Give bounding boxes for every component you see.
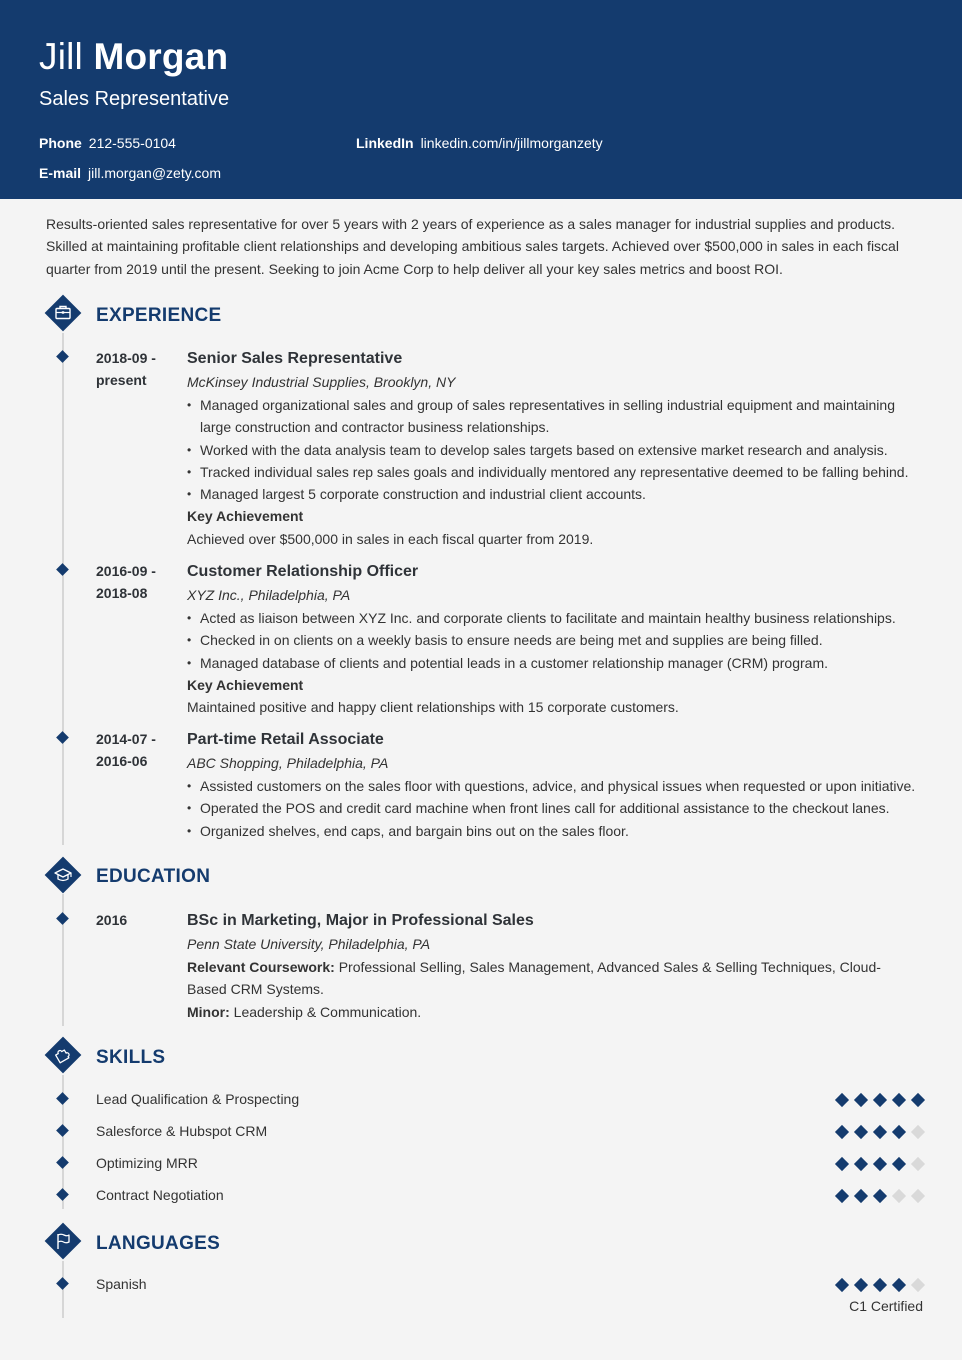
timeline-marker — [56, 350, 69, 363]
rating-diamond-empty — [911, 1125, 925, 1139]
key-achievement: Maintained positive and happy client relationships with 15 corporate customers. — [187, 699, 679, 716]
rating-diamond-filled — [835, 1278, 849, 1292]
job-date — [96, 560, 176, 604]
rating-diamond-filled — [835, 1157, 849, 1171]
phone-value[interactable]: 212-555-0104 — [88, 135, 176, 151]
resume-header — [0, 0, 962, 199]
job-company: ABC Shopping, Philadelphia, PA — [187, 755, 389, 771]
timeline-marker — [56, 912, 69, 925]
coursework — [187, 956, 917, 1001]
timeline-marker — [56, 563, 69, 576]
job-date-end: 2016-06 — [96, 753, 148, 769]
contact-phone — [39, 134, 176, 152]
job-role: Customer Relationship Officer — [187, 563, 419, 580]
language-level: C1 Certified — [849, 1298, 923, 1314]
job-date-end: present — [96, 372, 147, 388]
rating-diamond-filled — [854, 1125, 868, 1139]
skill-name: Contract Negotiation — [96, 1187, 224, 1203]
contact-linkedin — [356, 134, 603, 152]
rating-diamond-filled — [892, 1093, 906, 1107]
contact-email — [39, 164, 221, 182]
rating-diamond-empty — [911, 1189, 925, 1203]
degree-title: BSc in Marketing, Major in Professional Sales — [187, 912, 534, 929]
puzzle-icon — [44, 1036, 82, 1074]
job-bullet: • Organized shelves, end caps, and bargain bins out on the sales floor. — [187, 820, 917, 842]
minor-text: Leadership & Communication. — [233, 1003, 422, 1020]
job-bullet: • Managed database of clients and potential leads in a customer relationship manager (CRM) program. — [187, 652, 917, 674]
job-bullet: • Operated the POS and credit card machine when front lines call for additional assistance to the checkout lanes. — [187, 797, 917, 819]
rating-diamond-filled — [854, 1157, 868, 1171]
linkedin-link[interactable]: linkedin.com/in/jillmorganzety — [420, 135, 603, 151]
job-bullets — [187, 394, 917, 505]
rating-diamond-filled — [835, 1125, 849, 1139]
job-bullet: • Managed largest 5 corporate construction and industrial client accounts. — [187, 483, 917, 505]
rating-diamond-filled — [873, 1189, 887, 1203]
job-bullets — [187, 607, 917, 674]
skill-rating — [835, 1093, 925, 1107]
school-name: Penn State University, Philadelphia, PA — [187, 936, 431, 952]
job-bullet: • Assisted customers on the sales floor with questions, advice, and physical issues when requested or upon initiative. — [187, 775, 917, 797]
education-date: 2016 — [96, 912, 128, 928]
flag-icon — [44, 1222, 82, 1260]
timeline-marker — [56, 1277, 69, 1290]
job-bullet: • Checked in on clients on a weekly basis to ensure needs are being met and supplies are being filled. — [187, 629, 917, 651]
key-achievement-label: Key Achievement — [187, 676, 304, 693]
profile-summary: Results-oriented sales representative for over 5 years with 2 years of experience as a sales manager for industrial supplies and products. Skilled at maintaining profitable client relationships and developing ambitious sales targets. Achieved over $500,000 in sales in each fiscal quarter from 2019 until the present. Seeking to join Acme Corp to help deliver all your key sales metrics and boost ROI. — [46, 216, 899, 277]
job-title: Sales Representative — [39, 88, 230, 110]
languages-heading: LANGUAGES — [96, 1233, 221, 1254]
graduation-cap-icon — [44, 856, 82, 894]
skills-heading: SKILLS — [96, 1047, 166, 1068]
skill-name: Optimizing MRR — [96, 1155, 198, 1171]
job-company: McKinsey Industrial Supplies, Brooklyn, NY — [187, 374, 456, 390]
first-name: Jill — [39, 36, 83, 77]
job-bullets — [187, 775, 917, 842]
minor — [187, 1001, 917, 1023]
rating-diamond-filled — [892, 1157, 906, 1171]
experience-heading: EXPERIENCE — [96, 305, 222, 326]
skill-rating — [835, 1125, 925, 1139]
last-name: Morgan — [93, 36, 229, 77]
job-entry — [187, 560, 917, 718]
job-bullet: • Tracked individual sales rep sales goals and individually mentored any representative deemed to be falling behind. — [187, 461, 917, 483]
minor-label: Minor: — [187, 1003, 230, 1020]
job-bullet: • Managed organizational sales and group of sales representatives in selling industrial equipment and maintaining large construction and contractor business relationships. — [187, 394, 917, 439]
job-company: XYZ Inc., Philadelphia, PA — [187, 587, 351, 603]
job-date — [96, 728, 176, 772]
job-bullet: • Acted as liaison between XYZ Inc. and corporate clients to facilitate and maintain healthy business relationships. — [187, 607, 917, 629]
skill-rating — [835, 1189, 925, 1203]
experience-timeline — [62, 333, 64, 845]
rating-diamond-filled — [873, 1093, 887, 1107]
timeline-marker — [56, 1156, 69, 1169]
timeline-marker — [56, 731, 69, 744]
coursework-text: Professional Selling, Sales Management, Advanced Sales & Selling Techniques, Cloud-Based CRM Systems. — [187, 959, 881, 998]
job-entry — [187, 347, 917, 550]
job-date — [96, 347, 176, 391]
rating-diamond-filled — [873, 1125, 887, 1139]
job-date-start: 2016-09 - — [96, 563, 156, 579]
job-date-start: 2018-09 - — [96, 350, 156, 366]
rating-diamond-filled — [873, 1157, 887, 1171]
rating-diamond-filled — [892, 1125, 906, 1139]
rating-diamond-filled — [873, 1278, 887, 1292]
education-entry — [187, 909, 917, 1023]
candidate-name — [39, 36, 228, 78]
rating-diamond-filled — [854, 1278, 868, 1292]
coursework-label: Relevant Coursework: — [187, 959, 335, 975]
email-label: E-mail — [39, 165, 82, 181]
timeline-marker — [56, 1124, 69, 1137]
job-entry — [187, 728, 917, 842]
job-role: Senior Sales Representative — [187, 350, 403, 367]
rating-diamond-filled — [835, 1189, 849, 1203]
timeline-marker — [56, 1092, 69, 1105]
email-link[interactable]: jill.morgan@zety.com — [88, 165, 222, 181]
rating-diamond-empty — [911, 1278, 925, 1292]
key-achievement-label: Key Achievement — [187, 508, 304, 525]
job-date-start: 2014-07 - — [96, 731, 156, 747]
rating-diamond-filled — [854, 1093, 868, 1107]
rating-diamond-empty — [911, 1157, 925, 1171]
timeline-marker — [56, 1188, 69, 1201]
job-role: Part-time Retail Associate — [187, 731, 384, 748]
briefcase-icon — [44, 294, 82, 332]
skill-name: Lead Qualification & Prospecting — [96, 1091, 300, 1107]
rating-diamond-empty — [892, 1189, 906, 1203]
linkedin-label: LinkedIn — [356, 135, 414, 151]
rating-diamond-filled — [835, 1093, 849, 1107]
phone-label: Phone — [39, 135, 82, 151]
language-rating — [835, 1278, 925, 1292]
education-heading: EDUCATION — [96, 866, 211, 887]
job-bullet: • Worked with the data analysis team to develop sales targets based on extensive market research and analysis. — [187, 439, 917, 461]
rating-diamond-filled — [892, 1278, 906, 1292]
skill-name: Salesforce & Hubspot CRM — [96, 1123, 268, 1139]
key-achievement: Achieved over $500,000 in sales in each fiscal quarter from 2019. — [187, 530, 594, 547]
job-date-end: 2018-08 — [96, 585, 148, 601]
language-name: Spanish — [96, 1276, 147, 1292]
rating-diamond-filled — [854, 1189, 868, 1203]
skill-rating — [835, 1157, 925, 1171]
rating-diamond-filled — [911, 1093, 925, 1107]
